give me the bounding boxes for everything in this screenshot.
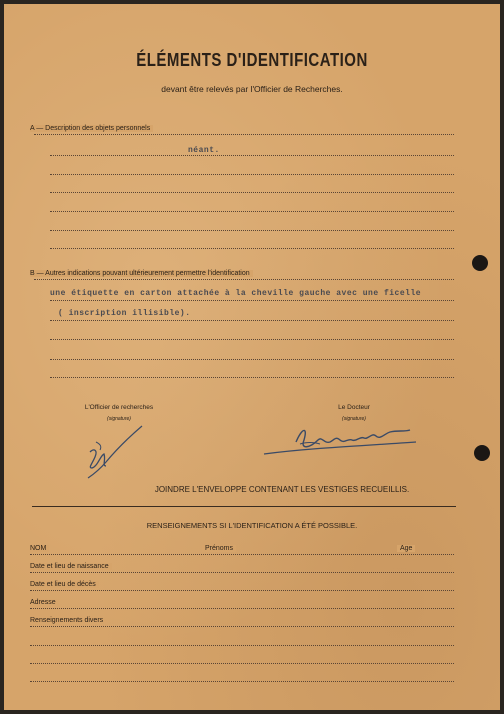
adresse-label: Adresse bbox=[30, 599, 59, 606]
dotted-line bbox=[50, 300, 454, 301]
dotted-line bbox=[30, 572, 454, 573]
dotted-line bbox=[50, 248, 454, 249]
dotted-line bbox=[50, 320, 454, 321]
dotted-line bbox=[34, 279, 454, 280]
dotted-line bbox=[50, 211, 454, 212]
dotted-line bbox=[30, 608, 454, 609]
punch-hole bbox=[472, 255, 488, 271]
dotted-line bbox=[30, 626, 454, 627]
dotted-line bbox=[34, 134, 454, 135]
divers-label: Renseignements divers bbox=[30, 617, 106, 624]
section-a-label: A — Description des objets personnels bbox=[30, 125, 153, 132]
section-divider bbox=[32, 506, 456, 507]
dotted-line bbox=[50, 377, 454, 378]
dotted-line bbox=[50, 339, 454, 340]
dotted-line bbox=[30, 645, 454, 646]
officer-title: L'Officier de recherches bbox=[84, 404, 154, 411]
dotted-line bbox=[30, 681, 454, 682]
punch-hole bbox=[474, 445, 490, 461]
doctor-signature-image bbox=[260, 418, 420, 460]
dotted-line bbox=[50, 359, 454, 360]
doctor-signature-note: (signature) bbox=[342, 416, 366, 422]
document-title: ÉLÉMENTS D'IDENTIFICATION bbox=[136, 49, 368, 72]
section-b-label: B — Autres indications pouvant ultérieurement permettre l'identification bbox=[30, 270, 253, 277]
section-a-typed-text: néant. bbox=[188, 146, 220, 155]
officer-signature-note: (signature) bbox=[107, 416, 131, 422]
age-label: Age bbox=[397, 545, 415, 552]
officer-signature-image bbox=[76, 422, 156, 480]
dotted-line bbox=[30, 590, 454, 591]
section-b-typed-line-2: ( inscription illisible). bbox=[58, 309, 191, 318]
document-sheet bbox=[4, 4, 500, 710]
instruction-text: JOINDRE L'ENVELOPPE CONTENANT LES VESTIGES RECUEILLIS. bbox=[154, 485, 410, 494]
section-b-typed-line-1: une étiquette en carton attachée à la cheville gauche avec une ficelle bbox=[50, 289, 422, 298]
dotted-line bbox=[30, 554, 454, 555]
dotted-line bbox=[50, 230, 454, 231]
dotted-line bbox=[30, 663, 454, 664]
document-subtitle: devant être relevés par l'Officier de Recherches. bbox=[161, 84, 343, 94]
identification-heading: RENSEIGNEMENTS SI L'IDENTIFICATION A ÉTÉ POSSIBLE. bbox=[146, 521, 358, 530]
naissance-label: Date et lieu de naissance bbox=[30, 563, 112, 570]
dotted-line bbox=[50, 174, 454, 175]
nom-label: NOM bbox=[30, 545, 49, 552]
doctor-title: Le Docteur bbox=[338, 404, 370, 411]
dotted-line bbox=[50, 192, 454, 193]
deces-label: Date et lieu de décès bbox=[30, 581, 99, 588]
dotted-line bbox=[50, 155, 454, 156]
prenoms-label: Prénoms bbox=[202, 545, 236, 552]
